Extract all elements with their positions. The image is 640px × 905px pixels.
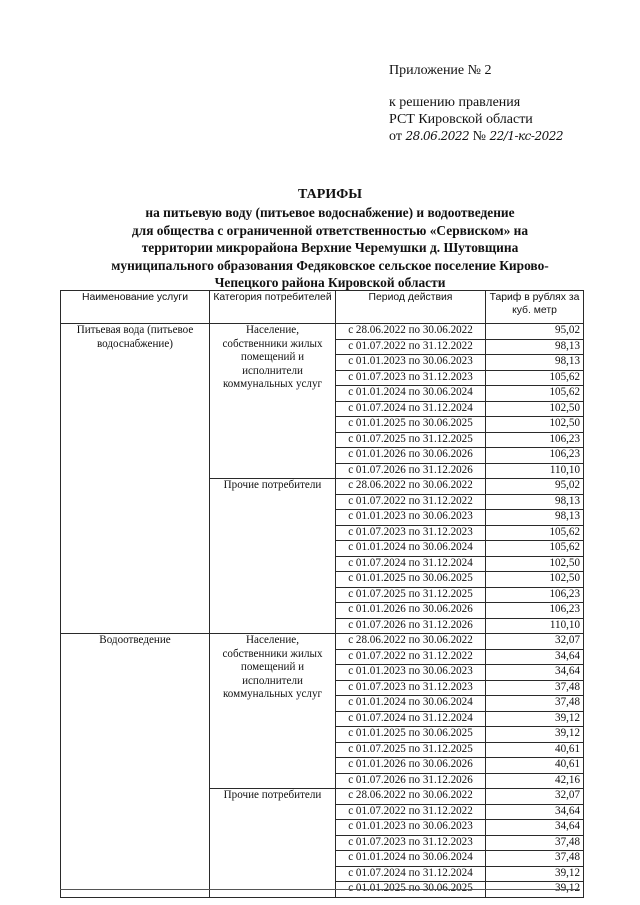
tariff-cell: 39,12 [486,711,584,727]
tariff-cell: 34,64 [486,649,584,665]
title-main: ТАРИФЫ [298,187,362,202]
period-cell: с 01.07.2026 по 31.12.2026 [336,463,486,479]
tariff-cell: 95,02 [486,479,584,495]
tariff-cell: 105,62 [486,386,584,402]
period-cell: с 01.07.2023 по 31.12.2023 [336,835,486,851]
tariff-cell: 39,12 [486,866,584,882]
period-cell: с 28.06.2022 по 30.06.2022 [336,634,486,650]
period-cell: с 01.07.2023 по 31.12.2023 [336,370,486,386]
period-cell: с 01.01.2026 по 30.06.2026 [336,758,486,774]
service-name-cell: Питьевая вода (питьевое водоснабжение) [61,324,210,634]
appendix-number: Приложение № 2 [389,63,492,78]
period-cell: с 01.07.2025 по 31.12.2025 [336,432,486,448]
period-cell: с 01.07.2024 по 31.12.2024 [336,711,486,727]
tariff-cell: 105,62 [486,525,584,541]
tariff-cell: 106,23 [486,432,584,448]
tariff-cell: 106,23 [486,448,584,464]
period-cell: с 01.01.2023 по 30.06.2023 [336,665,486,681]
period-cell: с 01.01.2026 по 30.06.2026 [336,448,486,464]
tariff-cell: 98,13 [486,494,584,510]
tariff-cell: 34,64 [486,820,584,836]
appendix-authority: РСТ Кировской области [389,112,533,127]
table-row [61,324,584,340]
bottom-rule [60,889,580,890]
header-period: Период действия [336,291,486,324]
appendix-header [389,62,563,145]
period-cell: с 01.01.2023 по 30.06.2023 [336,510,486,526]
category-cell: Население, собственники жилых помещений и исполнители коммунальных услуг [210,634,336,789]
tariff-table-body [61,324,584,898]
period-cell: с 01.01.2025 по 30.06.2025 [336,727,486,743]
tariff-table [60,290,584,898]
tariff-cell: 105,62 [486,370,584,386]
tariff-cell: 32,07 [486,789,584,805]
period-cell: с 01.07.2026 по 31.12.2026 [336,618,486,634]
tariff-cell: 102,50 [486,401,584,417]
tariff-cell: 98,13 [486,355,584,371]
period-cell: с 01.07.2025 по 31.12.2025 [336,587,486,603]
period-cell: с 01.07.2022 по 31.12.2022 [336,339,486,355]
period-cell: с 01.07.2024 по 31.12.2024 [336,866,486,882]
tariff-cell: 102,50 [486,556,584,572]
period-cell: с 01.07.2026 по 31.12.2026 [336,773,486,789]
period-cell: с 01.01.2024 по 30.06.2024 [336,851,486,867]
period-cell: с 01.07.2022 по 31.12.2022 [336,494,486,510]
category-cell: Прочие потребители [210,789,336,898]
tariff-cell: 37,48 [486,696,584,712]
tariff-cell: 40,61 [486,758,584,774]
tariff-cell: 102,50 [486,417,584,433]
period-cell: с 01.01.2024 по 30.06.2024 [336,541,486,557]
title-line: Чепецкого района Кировской области [214,275,446,291]
number-prefix: № [472,129,487,144]
period-cell: с 28.06.2022 по 30.06.2022 [336,324,486,340]
period-cell: с 01.07.2024 по 31.12.2024 [336,556,486,572]
period-cell: с 01.01.2024 по 30.06.2024 [336,696,486,712]
tariff-cell: 37,48 [486,680,584,696]
period-cell: с 01.07.2022 по 31.12.2022 [336,804,486,820]
tariff-cell: 95,02 [486,324,584,340]
tariff-cell: 110,10 [486,618,584,634]
period-cell: с 01.07.2022 по 31.12.2022 [336,649,486,665]
spacer [389,79,563,94]
tariff-cell: 98,13 [486,339,584,355]
title-line: территории микрорайона Верхние Черемушки д. Шутовщина [141,240,519,256]
tariff-cell: 106,23 [486,587,584,603]
period-cell: с 01.07.2024 по 31.12.2024 [336,401,486,417]
tariff-cell: 42,16 [486,773,584,789]
tariff-cell: 34,64 [486,804,584,820]
header-tariff: Тариф в рублях за куб. метр [486,291,584,324]
title-line: для общества с ограниченной ответственностью «Сервиском» на [131,222,529,238]
period-cell: с 01.01.2024 по 30.06.2024 [336,386,486,402]
header-category: Категория потребителей [210,291,336,324]
tariff-cell: 37,48 [486,851,584,867]
appendix-decision-ref [389,128,563,145]
from-prefix: от [389,129,402,144]
category-cell: Прочие потребители [210,479,336,634]
handwritten-date: 28.06.2022 [405,129,470,143]
tariff-cell: 105,62 [486,541,584,557]
tariff-cell: 102,50 [486,572,584,588]
period-cell: с 01.07.2023 по 31.12.2023 [336,680,486,696]
period-cell: с 28.06.2022 по 30.06.2022 [336,789,486,805]
period-cell: с 01.01.2025 по 30.06.2025 [336,572,486,588]
period-cell: с 01.01.2025 по 30.06.2025 [336,882,486,898]
table-header-row [61,291,584,324]
tariff-cell: 32,07 [486,634,584,650]
period-cell: с 01.01.2025 по 30.06.2025 [336,417,486,433]
appendix-to-decision: к решению правления [389,95,521,110]
handwritten-decision-number: 22/1-кс-2022 [489,129,563,143]
period-cell: с 01.07.2023 по 31.12.2023 [336,525,486,541]
period-cell: с 28.06.2022 по 30.06.2022 [336,479,486,495]
tariff-cell: 37,48 [486,835,584,851]
period-cell: с 01.01.2026 по 30.06.2026 [336,603,486,619]
tariff-cell: 98,13 [486,510,584,526]
tariff-cell: 39,12 [486,727,584,743]
tariff-cell: 34,64 [486,665,584,681]
period-cell: с 01.07.2025 по 31.12.2025 [336,742,486,758]
period-cell: с 01.01.2023 по 30.06.2023 [336,355,486,371]
category-cell: Население, собственники жилых помещений и исполнители коммунальных услуг [210,324,336,479]
header-service: Наименование услуги [61,291,210,324]
document-title [60,186,600,291]
tariff-cell: 40,61 [486,742,584,758]
title-line: муниципального образования Федяковское сельское поселение Кирово- [111,257,549,273]
period-cell: с 01.01.2023 по 30.06.2023 [336,820,486,836]
tariff-cell: 110,10 [486,463,584,479]
title-line: на питьевую воду (питьевое водоснабжение) и водоотведение [145,205,515,221]
table-row [61,634,584,650]
tariff-cell: 106,23 [486,603,584,619]
tariff-cell: 39,12 [486,882,584,898]
service-name-cell: Водоотведение [61,634,210,898]
